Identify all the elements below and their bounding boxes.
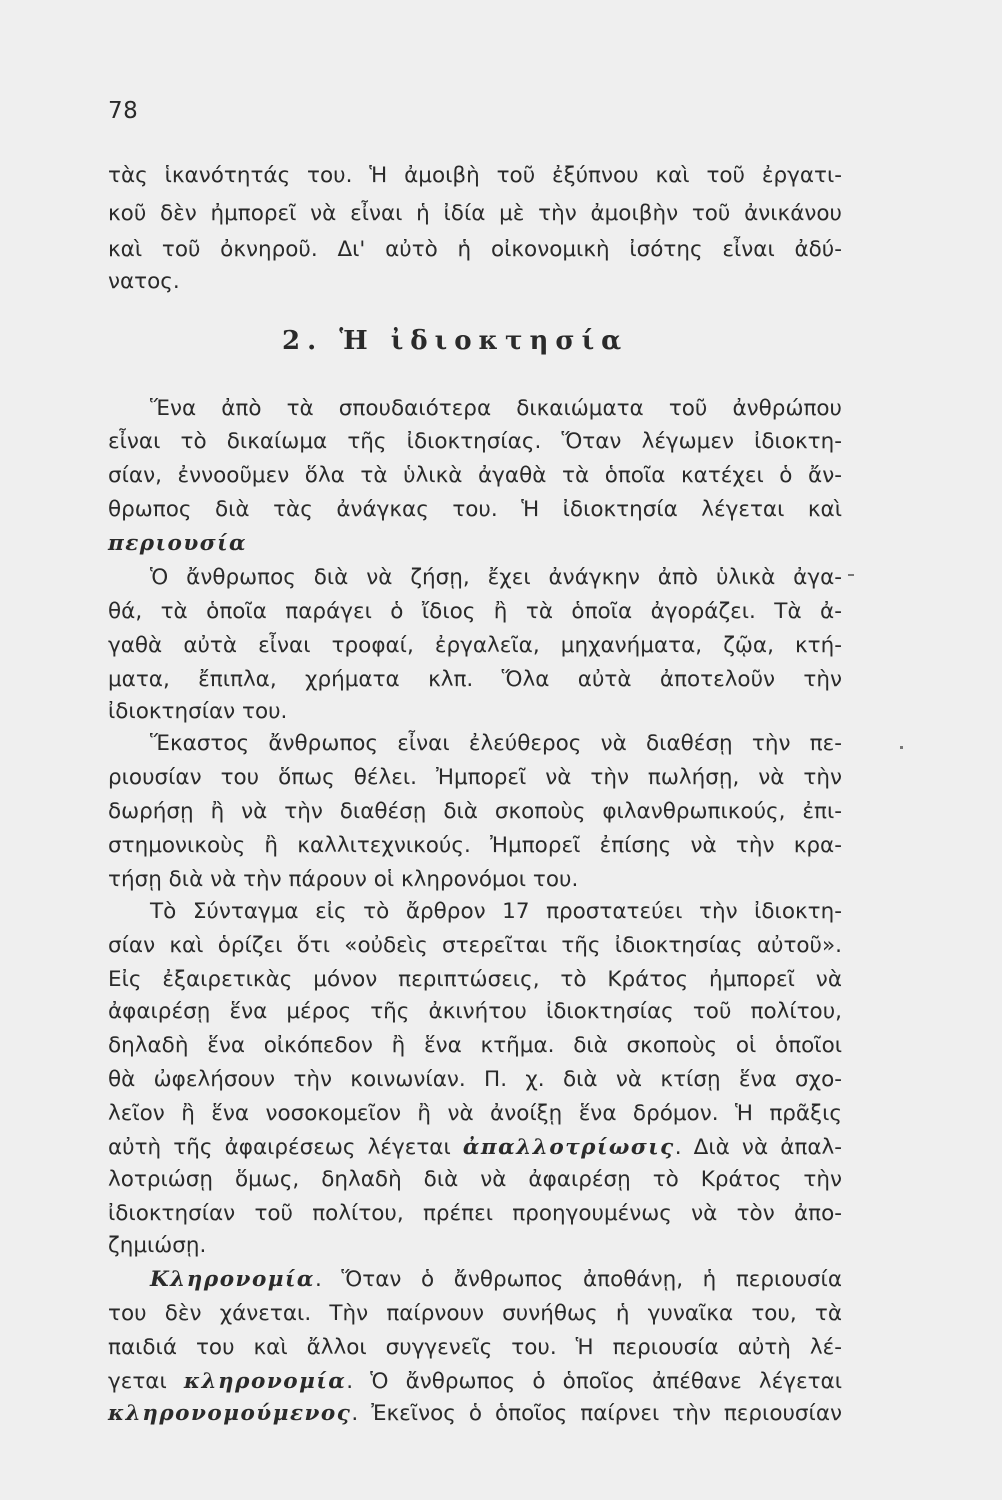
emphasized-term: περιουσία (108, 531, 248, 556)
text-line: νατος. (108, 269, 180, 294)
text-line: θρωπος διὰ τὰς ἀνάγκας του. Ἡ ἰδιοκτησία λέγεται καὶ (108, 497, 842, 522)
text-line: δωρήσῃ ἢ νὰ τὴν διαθέσῃ διὰ σκοποὺς φιλανθρωπικούς, ἐπι- (108, 799, 842, 824)
text-line (108, 530, 842, 558)
emphasized-term: Κληρονομία (150, 1267, 315, 1292)
text-line: λοτριώσῃ ὅμως, δηλαδὴ διὰ νὰ ἀφαιρέσῃ τὸ Κράτος τὴν (108, 1167, 842, 1192)
text-line: παιδιά του καὶ ἄλλοι συγγενεῖς του. Ἡ περιουσία αὐτὴ λέ- (108, 1335, 842, 1360)
text-line: γαθὰ αὐτὰ εἶναι τροφαί, ἐργαλεῖα, μηχανήματα, ζῷα, κτή- (108, 633, 842, 658)
text-line: του δὲν χάνεται. Τὴν παίρνουν συνήθως ἡ γυναῖκα του, τὰ (108, 1301, 842, 1326)
text-line: εἶναι τὸ δικαίωμα τῆς ἰδιοκτησίας. Ὅταν λέγωμεν ἰδιοκτη- (108, 429, 842, 454)
text-line: θά, τὰ ὁποῖα παράγει ὁ ἴδιος ἢ τὰ ὁποῖα ἀγοράζει. Τὰ ἀ- (108, 599, 842, 624)
emphasized-term: κληρονομία (183, 1369, 347, 1394)
text-line: λεῖον ἢ ἕνα νοσοκομεῖον ἢ νὰ ἀνοίξῃ ἕνα δρόμον. Ἡ πρᾶξις (108, 1101, 842, 1126)
text-line: Τὸ Σύνταγμα εἰς τὸ ἄρθρον 17 προστατεύει τὴν ἰδιοκτη- (150, 899, 842, 924)
text-line: ἰδιοκτησίαν τοῦ πολίτου, πρέπει προηγουμένως νὰ τὸν ἀπο- (108, 1201, 842, 1226)
scan-speck (900, 746, 903, 749)
text-line: Εἰς ἐξαιρετικὰς μόνον περιπτώσεις, τὸ Κράτος ἠμπορεῖ νὰ (108, 967, 842, 992)
text-line: γεται κληρονομία. Ὁ ἄνθρωπος ὁ ὁποῖος ἀπέθανε λέγεται (108, 1369, 842, 1394)
text-line: Ἕκαστος ἄνθρωπος εἶναι ἐλεύθερος νὰ διαθέσῃ τὴν πε- (150, 731, 842, 756)
text-line: τήσῃ διὰ νὰ τὴν πάρουν οἱ κληρονόμοι του. (108, 867, 579, 892)
text-line: ἰδιοκτησίαν του. (108, 699, 288, 724)
text-line: σίαν καὶ ὁρίζει ὅτι «οὐδεὶς στερεῖται τῆς ἰδιοκτησίας αὐτοῦ». (108, 933, 842, 958)
text-line: Κληρονομία. Ὅταν ὁ ἄνθρωπος ἀποθάνῃ, ἡ περιουσία (150, 1267, 842, 1292)
scan-speck (848, 574, 854, 576)
text-line: θὰ ὠφελήσουν τὴν κοινωνίαν. Π. χ. διὰ νὰ κτίσῃ ἕνα σχο- (108, 1067, 842, 1092)
text-line: καὶ τοῦ ὀκνηροῦ. Δι' αὐτὸ ἡ οἰκονομικὴ ἰσότης εἶναι ἀδύ- (108, 237, 842, 262)
text-line: ἀφαιρέσῃ ἕνα μέρος τῆς ἀκινήτου ἰδιοκτησίας τοῦ πολίτου, (108, 999, 842, 1024)
text-line: κληρονομούμενος. Ἐκεῖνος ὁ ὁποῖος παίρνει τὴν περιουσίαν (108, 1401, 842, 1426)
text-line: Ἕνα ἀπὸ τὰ σπουδαιότερα δικαιώματα τοῦ ἀνθρώπου (150, 396, 842, 421)
text-line: σίαν, ἐννοοῦμεν ὅλα τὰ ὑλικὰ ἀγαθὰ τὰ ὁποῖα κατέχει ὁ ἄν- (108, 463, 842, 488)
text-line: Ὁ ἄνθρωπος διὰ νὰ ζήσῃ, ἔχει ἀνάγκην ἀπὸ ὑλικὰ ἀγα- (150, 565, 842, 590)
emphasized-term: κληρονομούμενος (108, 1401, 352, 1426)
emphasized-term: ἀπαλλοτρίωσις (462, 1135, 675, 1160)
page-number: 78 (108, 98, 139, 124)
text-line: ζημιώσῃ. (108, 1233, 207, 1258)
text-line: δηλαδὴ ἕνα οἰκόπεδον ἢ ἕνα κτῆμα. διὰ σκοποὺς οἱ ὁποῖοι (108, 1033, 842, 1058)
text-line: ματα, ἔπιπλα, χρήματα κλπ. Ὅλα αὐτὰ ἀποτελοῦν τὴν (108, 667, 842, 692)
text-line: τὰς ἱκανότητάς του. Ἡ ἀμοιβὴ τοῦ ἐξύπνου καὶ τοῦ ἐργατι- (108, 163, 842, 188)
section-heading: 2. Ἡ ἰδιοκτησία (282, 326, 629, 356)
text-line: ριουσίαν του ὅπως θέλει. Ἠμπορεῖ νὰ τὴν πωλήσῃ, νὰ τὴν (108, 765, 842, 790)
text-line: κοῦ δὲν ἠμπορεῖ νὰ εἶναι ἡ ἰδία μὲ τὴν ἀμοιβὴν τοῦ ἀνικάνου (108, 201, 842, 226)
text-line: αὐτὴ τῆς ἀφαιρέσεως λέγεται ἀπαλλοτρίωσις. Διὰ νὰ ἀπαλ- (108, 1135, 843, 1160)
text-line: στημονικοὺς ἢ καλλιτεχνικούς. Ἠμπορεῖ ἐπίσης νὰ τὴν κρα- (108, 833, 842, 858)
